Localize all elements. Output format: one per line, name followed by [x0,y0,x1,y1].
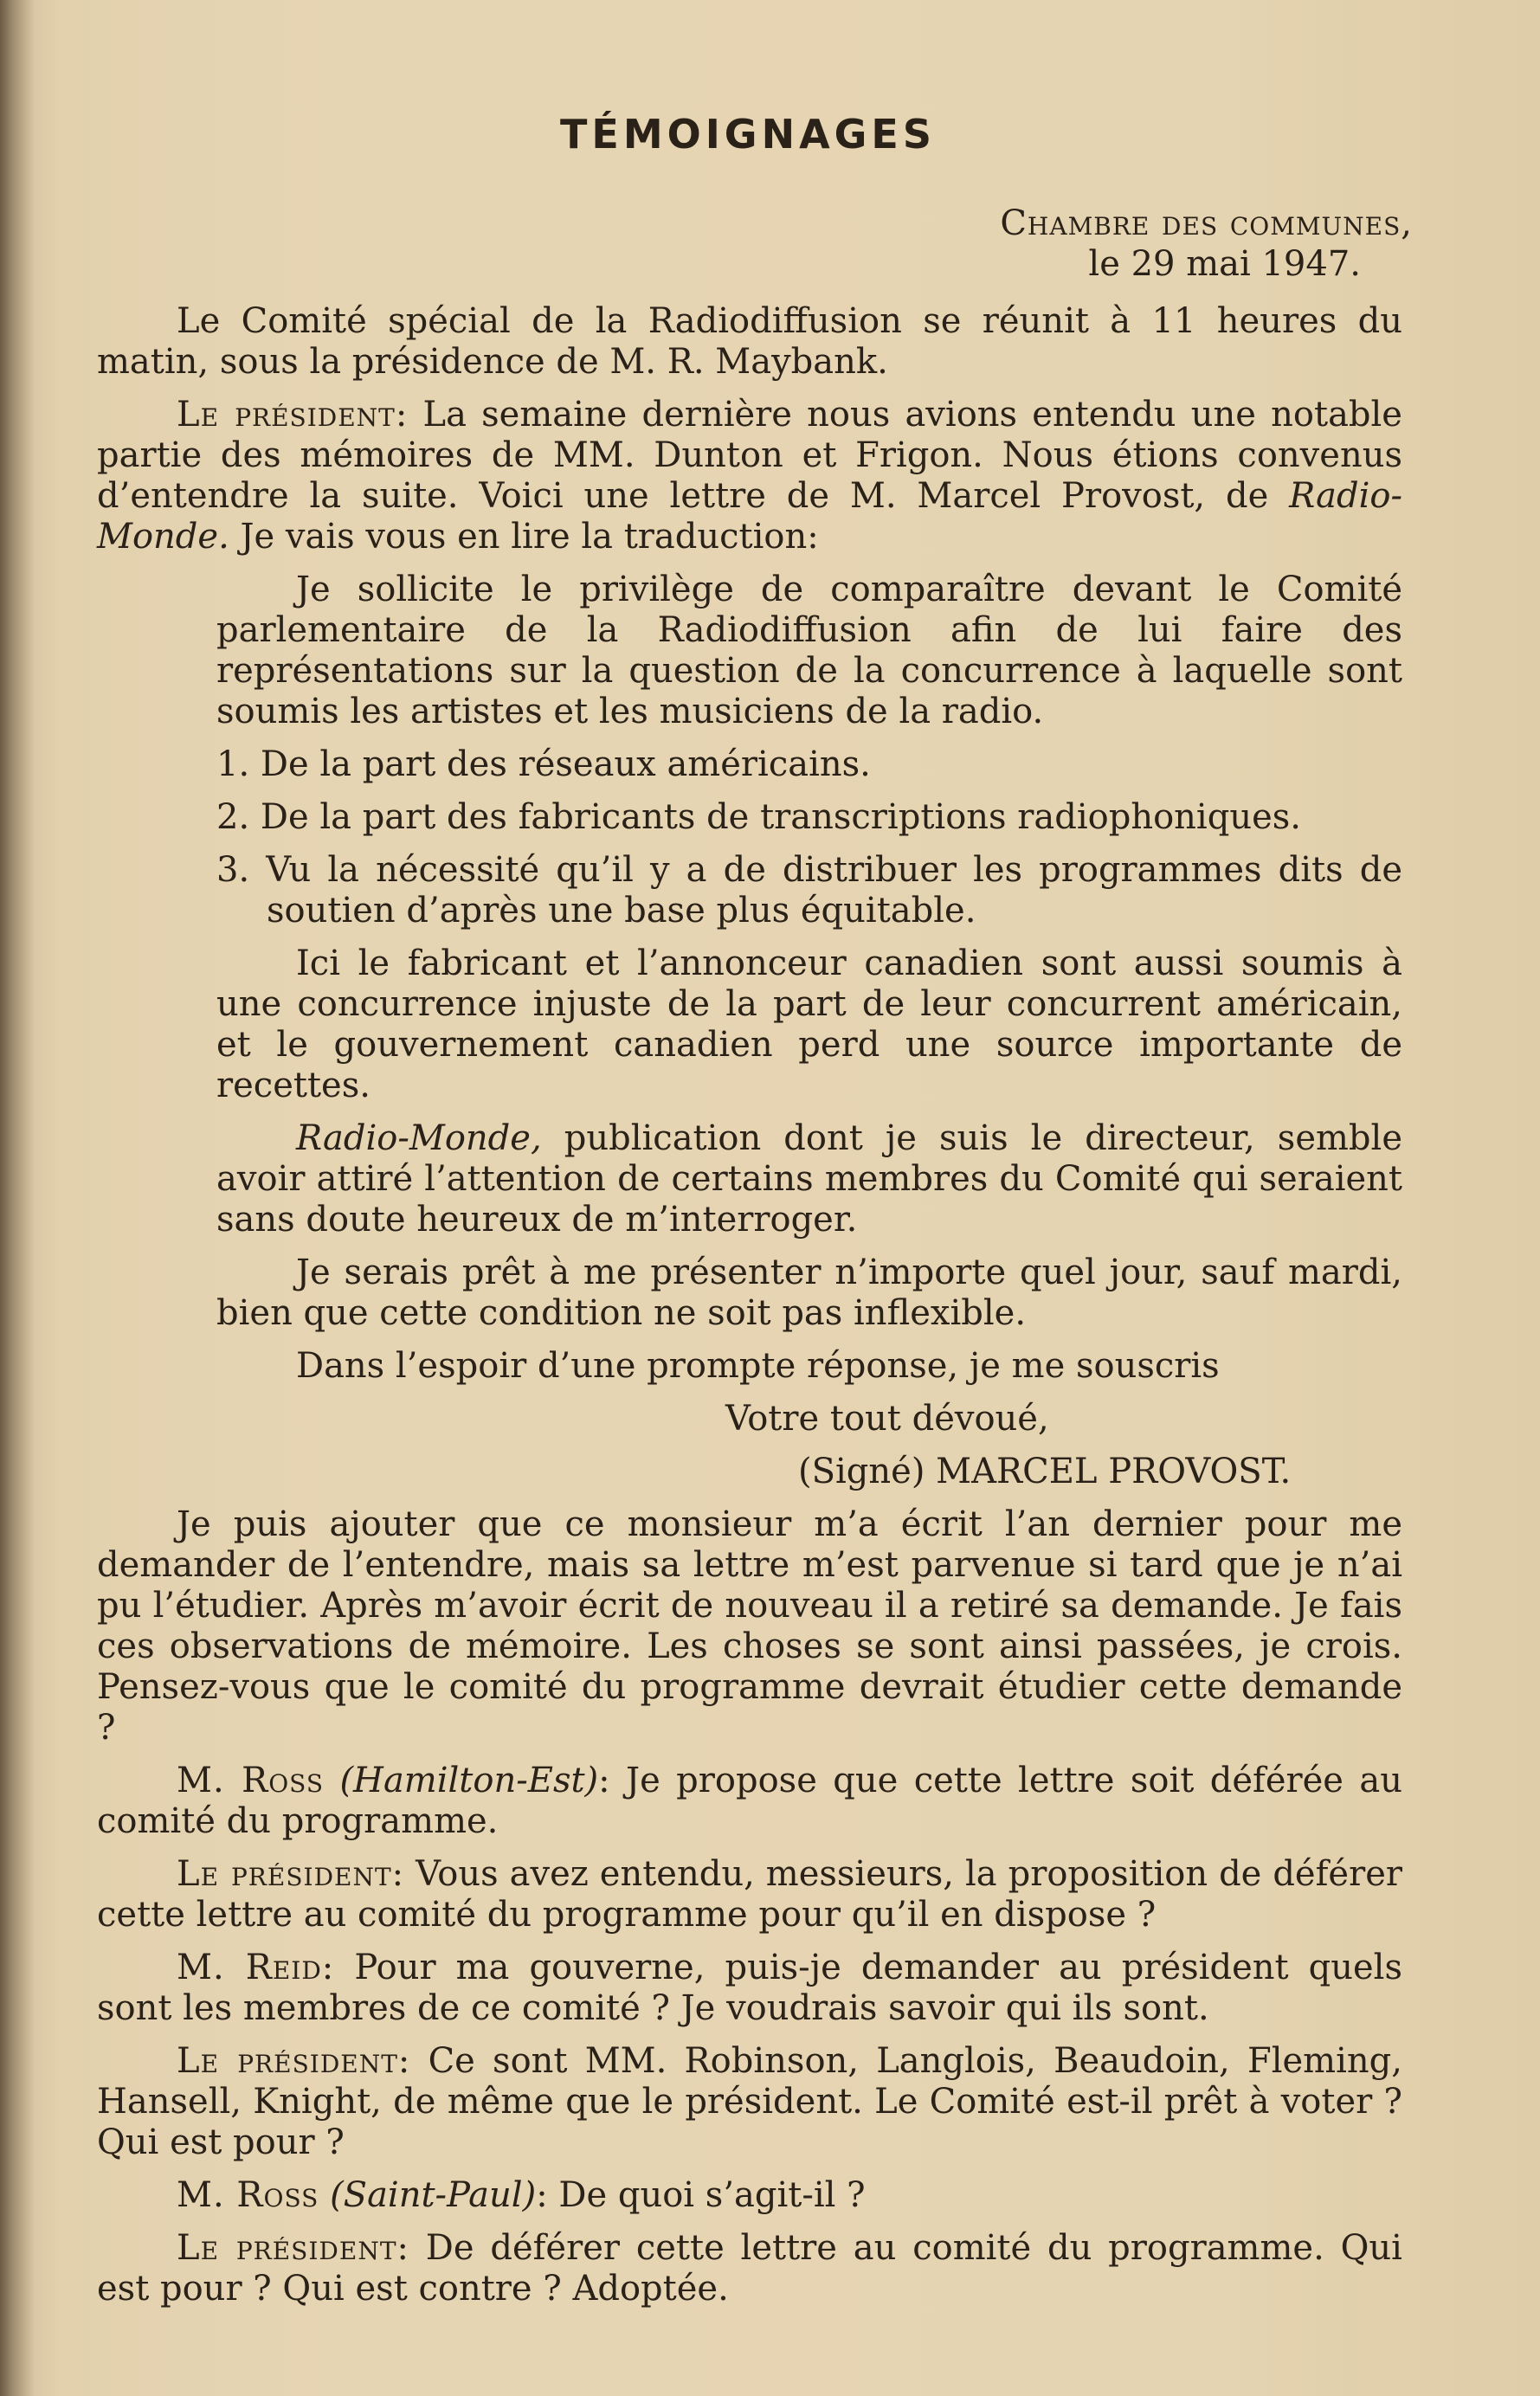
riding-label: (Hamilton-Est) [339,1761,599,1800]
speech-text: De déférer cette lettre au comité du programme. Qui est pour ? Qui est contre ? Adoptée. [97,2228,1402,2309]
paragraph-president-2: Je puis ajouter que ce monsieur m’a écrit l’an dernier pour me demander de l’entendre, mais sa lettre m’est parvenue si tard que je n’ai pu l’étudier. Après m’avoir écrit de nouveau il a retiré sa demande. Je fais ces observations de mémoire. Les choses se sont ainsi passées, je crois. Pensez-vous que le comité du programme devrait étudier cette demande ? [97,1504,1402,1748]
page-title: TÉMOIGNAGES [560,111,936,158]
letter-signature: (Signé) MARCEL PROVOST. [798,1452,1292,1491]
letter-closing: Votre tout dévoué, [725,1399,1049,1439]
paragraph-reid [97,1948,1402,2029]
speaker-label: Le président: [177,2041,411,2081]
speaker-label: M. Ross [177,2175,319,2215]
speech-text: Vous avez entendu, messieurs, la proposition de déférer cette lettre au comité du programme pour qu’il en dispose ? [97,1854,1402,1935]
speaker-label: Le président: [177,395,409,435]
letter-paragraph-4: Je serais prêt à me présenter n’importe quel jour, sauf mardi, bien que cette condition ne soit pas inflexible. [216,1253,1402,1333]
letter-paragraph-5: Dans l’espoir d’une prompte réponse, je me souscris [296,1346,1220,1386]
letter-paragraph-2: Ici le fabricant et l’annonceur canadien sont aussi soumis à une concurrence injuste de la part de leur concurrent américain, et le gouvernement canadien perd une source importante de recettes. [216,944,1402,1105]
speaker-label: Le président: [177,1854,405,1894]
header-date: le 29 mai 1947. [1088,244,1361,284]
speaker-label: M. Reid: [177,1948,335,1987]
paragraph-ross-2 [97,2175,1402,2216]
riding-label: (Saint-Paul) [330,2175,537,2215]
header-place: Chambre des communes, [1000,203,1413,243]
paragraph-president-4 [97,2041,1402,2163]
letter-paragraph-1: Je sollicite le privilège de comparaître devant le Comité parlementaire de la Radiodiffusion afin de lui faire des représentations sur la question de la concurrence à laquelle sont soumis les artistes et les musiciens de la radio. [216,570,1402,731]
letter-paragraph-3 [216,1118,1402,1240]
speaker-label: Le président: [177,2228,409,2268]
speech-text: : Je propose que cette lettre soit déférée au comité du programme. [97,1761,1402,1841]
book-gutter [0,0,35,2396]
letter-text: publication dont je suis le directeur, semble avoir attiré l’attention de certains membres du Comité qui seraient sans doute heureux de m’interroger. [216,1118,1402,1240]
paragraph-president-1 [97,395,1402,557]
letter-item-2: 2. De la part des fabricants de transcriptions radiophoniques. [216,797,1302,837]
publication-name: Radio-Monde, [296,1118,542,1158]
document-body [97,301,1402,2322]
paragraph-opening: Le Comité spécial de la Radiodiffusion se réunit à 11 heures du matin, sous la présidence de M. R. Maybank. [97,301,1402,382]
speech-text: Je vais vous en lire la traduction: [229,517,819,557]
paragraph-president-5 [97,2228,1402,2309]
paragraph-president-3 [97,1854,1402,1935]
letter-item-1: 1. De la part des réseaux américains. [216,744,871,784]
speech-text: La semaine dernière nous avions entendu une notable partie des mémoires de MM. Dunton et Frigon. Nous étions convenus d’entendre la suite. Voici une lettre de M. Marcel Provost, de [97,395,1402,516]
speaker-label: M. Ross [177,1761,325,1800]
letter-item-3: 3. Vu la nécessité qu’il y a de distribuer les programmes dits de soutien d’après une base plus équitable. [216,850,1402,931]
speech-text: Pour ma gouverne, puis-je demander au président quels sont les membres de ce comité ? Je voudrais savoir qui ils sont. [97,1948,1402,2028]
speech-text: Ce sont MM. Robinson, Langlois, Beaudoin, Fleming, Hansell, Knight, de même que le président. Le Comité est-il prêt à voter ? Qui est pour ? [97,2041,1402,2162]
paragraph-ross-1 [97,1761,1402,1842]
speech-text: : De quoi s’agit-il ? [536,2175,866,2215]
publication-name: Radio-Monde. [97,476,1402,557]
